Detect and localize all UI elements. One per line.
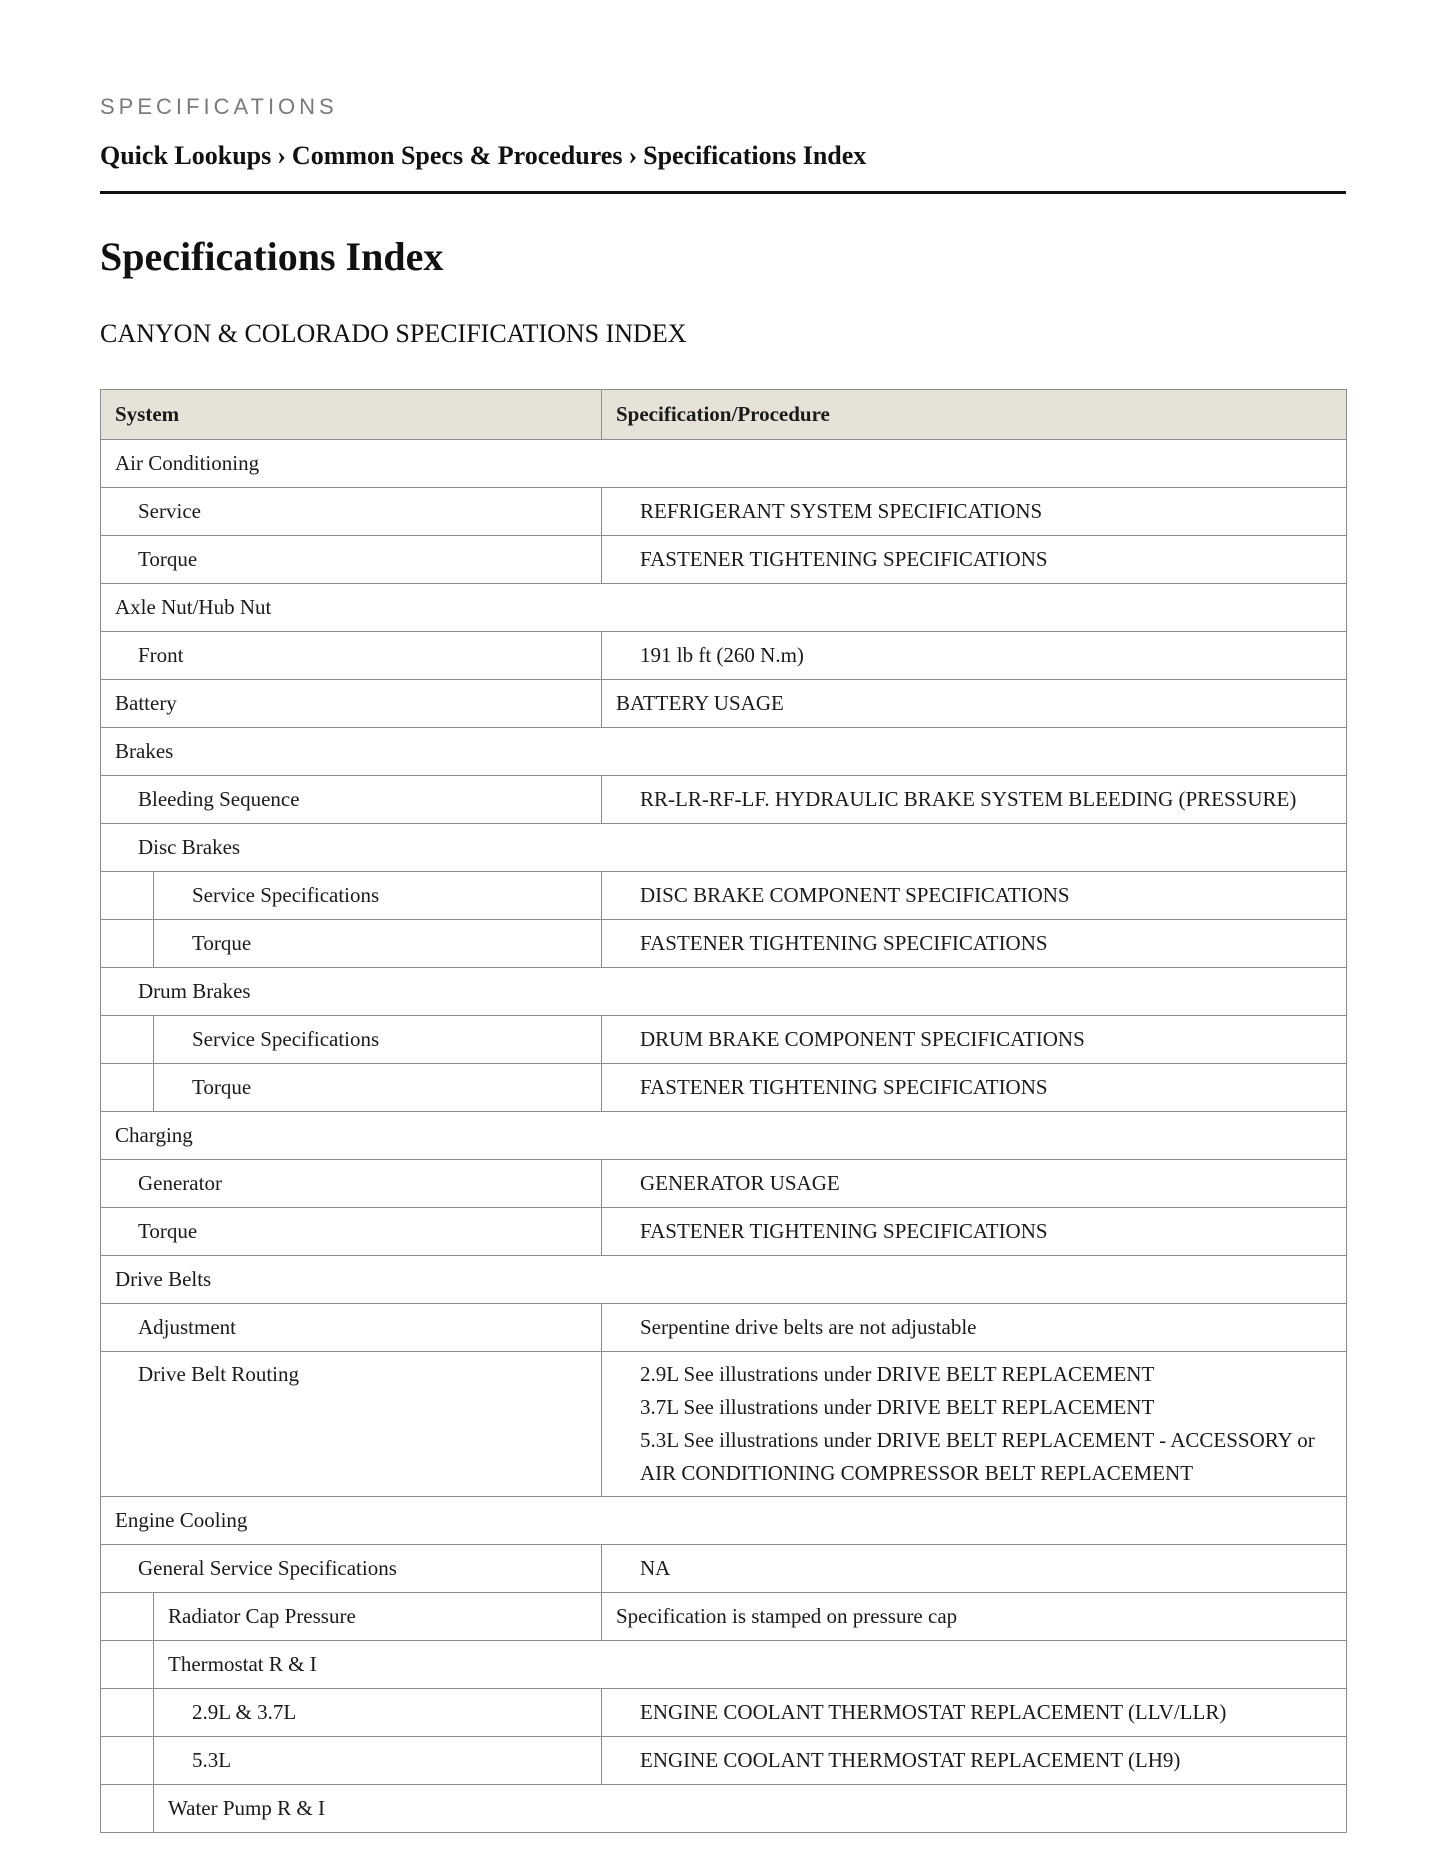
table-row xyxy=(101,776,1347,824)
spec-link[interactable]: FASTENER TIGHTENING SPECIFICATIONS xyxy=(602,1064,1347,1112)
column-header-specification: Specification/Procedure xyxy=(602,390,1347,440)
spec-link[interactable]: DISC BRAKE COMPONENT SPECIFICATIONS xyxy=(602,872,1347,920)
table-row xyxy=(101,584,1347,632)
spec-link[interactable]: RR-LR-RF-LF. HYDRAULIC BRAKE SYSTEM BLEEDING (PRESSURE) xyxy=(602,776,1347,824)
table-header-row xyxy=(101,390,1347,440)
table-row xyxy=(101,1737,1347,1785)
table-row xyxy=(101,680,1347,728)
document-page xyxy=(100,92,1346,1820)
spec-link[interactable]: FASTENER TIGHTENING SPECIFICATIONS xyxy=(602,536,1347,584)
spec-link[interactable]: ENGINE COOLANT THERMOSTAT REPLACEMENT (LLV/LLR) xyxy=(602,1689,1347,1737)
spec-link[interactable]: FASTENER TIGHTENING SPECIFICATIONS xyxy=(602,920,1347,968)
system-group-label: Engine Cooling xyxy=(101,1497,1347,1545)
spec-link[interactable]: DRUM BRAKE COMPONENT SPECIFICATIONS xyxy=(602,1016,1347,1064)
system-label: Bleeding Sequence xyxy=(101,776,602,824)
spec-link[interactable]: ENGINE COOLANT THERMOSTAT REPLACEMENT (LH9) xyxy=(602,1737,1347,1785)
breadcrumb-item-common-specs[interactable]: Common Specs & Procedures xyxy=(291,141,623,170)
table-row xyxy=(101,1689,1347,1737)
table-row xyxy=(101,1160,1347,1208)
table-row xyxy=(101,488,1347,536)
table-row xyxy=(101,1785,1347,1833)
page-title: Specifications Index xyxy=(100,234,444,279)
system-label: Adjustment xyxy=(101,1304,602,1352)
spec-link[interactable]: 5.3L See illustrations under DRIVE BELT REPLACEMENT - ACCESSORY or xyxy=(640,1428,1315,1452)
breadcrumb xyxy=(100,139,1346,194)
section-label: SPECIFICATIONS xyxy=(100,94,338,119)
table-row xyxy=(101,1545,1347,1593)
table-row xyxy=(101,536,1347,584)
system-label: Torque xyxy=(101,1208,602,1256)
spec-value: NA xyxy=(602,1545,1347,1593)
table-row xyxy=(101,1497,1347,1545)
table-row xyxy=(101,1016,1347,1064)
table-row xyxy=(101,632,1347,680)
system-label: Service Specifications xyxy=(192,883,380,907)
system-label: Battery xyxy=(101,680,602,728)
spec-value: Serpentine drive belts are not adjustable xyxy=(602,1304,1347,1352)
spec-link[interactable]: GENERATOR USAGE xyxy=(602,1160,1347,1208)
table-row xyxy=(101,728,1347,776)
system-group-label: Charging xyxy=(101,1112,1347,1160)
system-group-label: Air Conditioning xyxy=(101,440,1347,488)
system-label: Torque xyxy=(192,931,252,955)
spec-link[interactable]: FASTENER TIGHTENING SPECIFICATIONS xyxy=(602,1208,1347,1256)
table-row xyxy=(101,968,1347,1016)
table-row xyxy=(101,920,1347,968)
system-label: General Service Specifications xyxy=(101,1545,602,1593)
table-row xyxy=(101,1256,1347,1304)
table-row xyxy=(101,1304,1347,1352)
spec-link[interactable]: REFRIGERANT SYSTEM SPECIFICATIONS xyxy=(602,488,1347,536)
spec-link[interactable]: AIR CONDITIONING COMPRESSOR BELT REPLACEMENT xyxy=(640,1461,1194,1485)
breadcrumb-item-quick-lookups[interactable]: Quick Lookups xyxy=(100,141,272,170)
page-subtitle: CANYON & COLORADO SPECIFICATIONS INDEX xyxy=(100,319,687,348)
spec-multiline xyxy=(602,1352,1347,1497)
system-label: Service xyxy=(101,488,602,536)
spec-link[interactable]: 3.7L See illustrations under DRIVE BELT REPLACEMENT xyxy=(640,1395,1155,1419)
system-subgroup-label: Disc Brakes xyxy=(101,824,1347,872)
table-row xyxy=(101,1352,1347,1497)
spec-value: Specification is stamped on pressure cap xyxy=(602,1593,1347,1641)
system-label: 5.3L xyxy=(192,1748,232,1772)
system-label: 2.9L & 3.7L xyxy=(192,1700,297,1724)
system-label: Torque xyxy=(101,536,602,584)
system-label: Torque xyxy=(192,1075,252,1099)
system-label: Front xyxy=(101,632,602,680)
table-row xyxy=(101,1641,1347,1689)
table-row xyxy=(101,1112,1347,1160)
column-header-system: System xyxy=(101,390,602,440)
table-row xyxy=(101,824,1347,872)
table-row xyxy=(101,1064,1347,1112)
spec-link[interactable]: 2.9L See illustrations under DRIVE BELT REPLACEMENT xyxy=(640,1362,1155,1386)
system-subgroup-label: Thermostat R & I xyxy=(168,1652,317,1676)
breadcrumb-item-specifications-index: Specifications Index xyxy=(643,141,867,170)
system-group-label: Brakes xyxy=(101,728,1347,776)
system-label: Generator xyxy=(101,1160,602,1208)
system-subgroup-label: Water Pump R & I xyxy=(168,1796,325,1820)
table-row xyxy=(101,1593,1347,1641)
table-row xyxy=(101,1208,1347,1256)
breadcrumb-separator: › xyxy=(277,141,286,170)
specifications-table xyxy=(100,389,1347,1833)
system-subgroup-label: Drum Brakes xyxy=(101,968,1347,1016)
system-label: Drive Belt Routing xyxy=(101,1352,602,1497)
system-group-label: Drive Belts xyxy=(101,1256,1347,1304)
spec-value: 191 lb ft (260 N.m) xyxy=(602,632,1347,680)
system-label: Service Specifications xyxy=(192,1027,380,1051)
spec-link[interactable]: BATTERY USAGE xyxy=(602,680,1347,728)
system-group-label: Axle Nut/Hub Nut xyxy=(101,584,1347,632)
breadcrumb-separator: › xyxy=(628,141,638,170)
table-row xyxy=(101,872,1347,920)
system-label: Radiator Cap Pressure xyxy=(168,1604,356,1628)
table-row xyxy=(101,440,1347,488)
